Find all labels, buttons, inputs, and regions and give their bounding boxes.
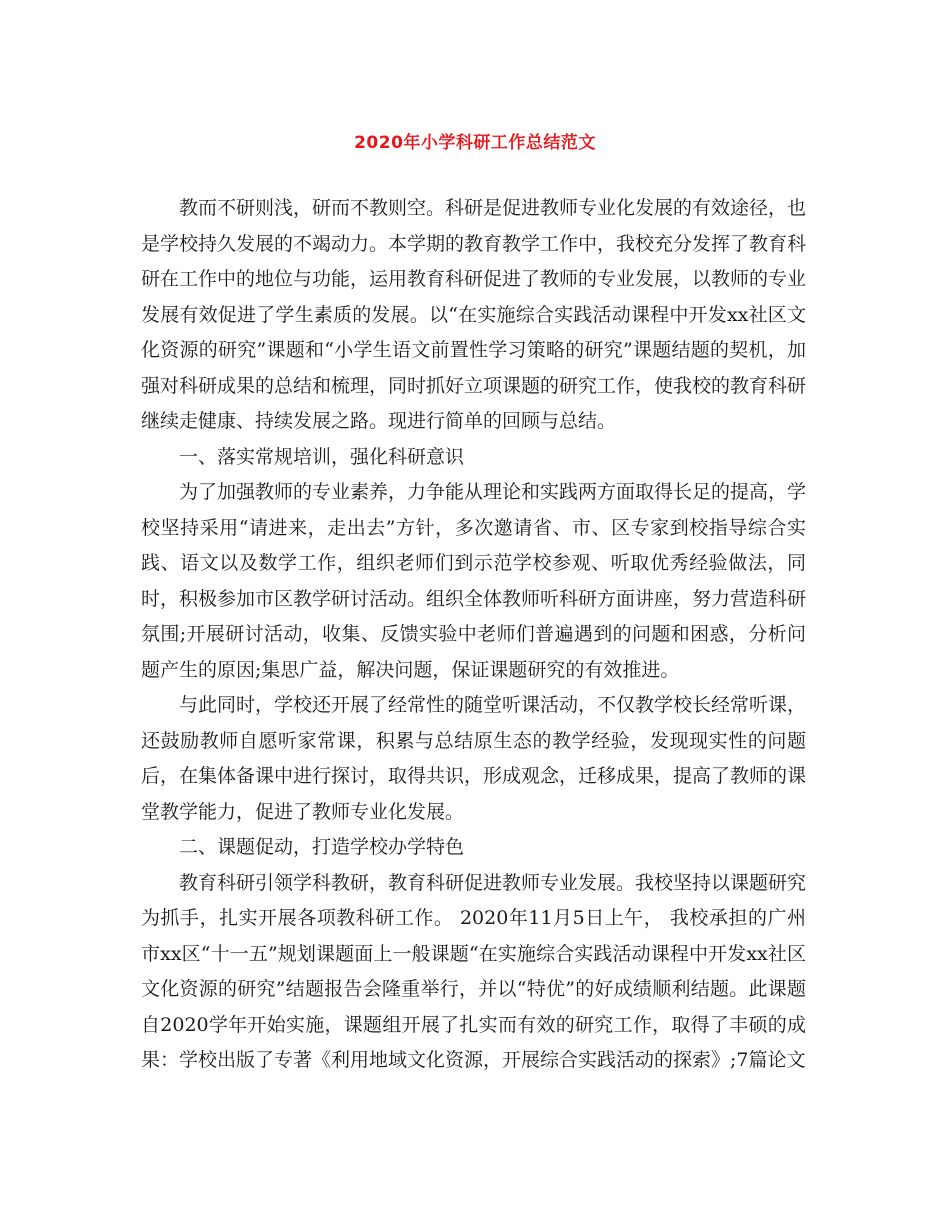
section-heading-1: 一、落实常规培训，强化科研意识 (179, 445, 465, 468)
document-body (141, 191, 806, 1079)
paragraph-lesson-observation: 与此同时，学校还开展了经常性的随堂听课活动，不仅教学校长经常听课，还鼓励教师自愿听家常课，积累与总结原生态的教学经验，发现现实性的问题后，在集体备课中进行探讨，取得共识，形成观念，迁移成果，提高了教师的课堂教学能力，促进了教师专业化发展。 (141, 694, 807, 823)
document-title: 2020年小学科研工作总结范文 (354, 133, 596, 153)
paragraph-intro: 教而不研则浅，研而不教则空。科研是促进教师专业化发展的有效途径，也是学校持久发展的不竭动力。本学期的教育教学工作中，我校充分发挥了教育科研在工作中的地位与功能，运用教育科研促进了教师的专业发展，以教师的专业发展有效促进了学生素质的发展。以“在实施综合实践活动课程中开发xx社区文化资源的研究”课题和“小学生语文前置性学习策略的研究”课题结题的契机，加强对科研成果的总结和梳理，同时抓好立项课题的研究工作，使我校的教育科研继续走健康、持续发展之路。现进行简单的回顾与总结。 (141, 197, 807, 432)
paragraph-training: 为了加强教师的专业素养，力争能从理论和实践两方面取得长足的提高，学校坚持采用“请进来，走出去”方针，多次邀请省、市、区专家到校指导综合实践、语文以及数学工作，组织老师们到示范学校参观、听取优秀经验做法，同时，积极参加市区教学研讨活动。组织全体教师听科研方面讲座，努力营造科研氛围;开展研讨活动，收集、反馈实验中老师们普遍遇到的问题和困惑，分析问题产生的原因;集思广益，解决问题，保证课题研究的有效推进。 (141, 481, 807, 681)
paragraph-research-projects: 教育科研引领学科教研，教育科研促进教师专业发展。我校坚持以课题研究为抓手，扎实开展各项教科研工作。 2020年11月5日上午， 我校承担的广州市xx区“十一五”规划课题面上一般课题“在实施综合实践活动课程中开发xx社区文化资源的研究”结题报告会隆重举行，并以“特优”的好成绩顺利结题。此课题自2020学年开始实施，课题组开展了扎实而有效的研究工作，取得了丰硕的成果：学校出版了专著《利用地域文化资源，开展综合实践活动的探索》;7篇论文 (141, 871, 807, 1071)
section-heading-2: 二、课题促动，打造学校办学特色 (179, 836, 465, 858)
